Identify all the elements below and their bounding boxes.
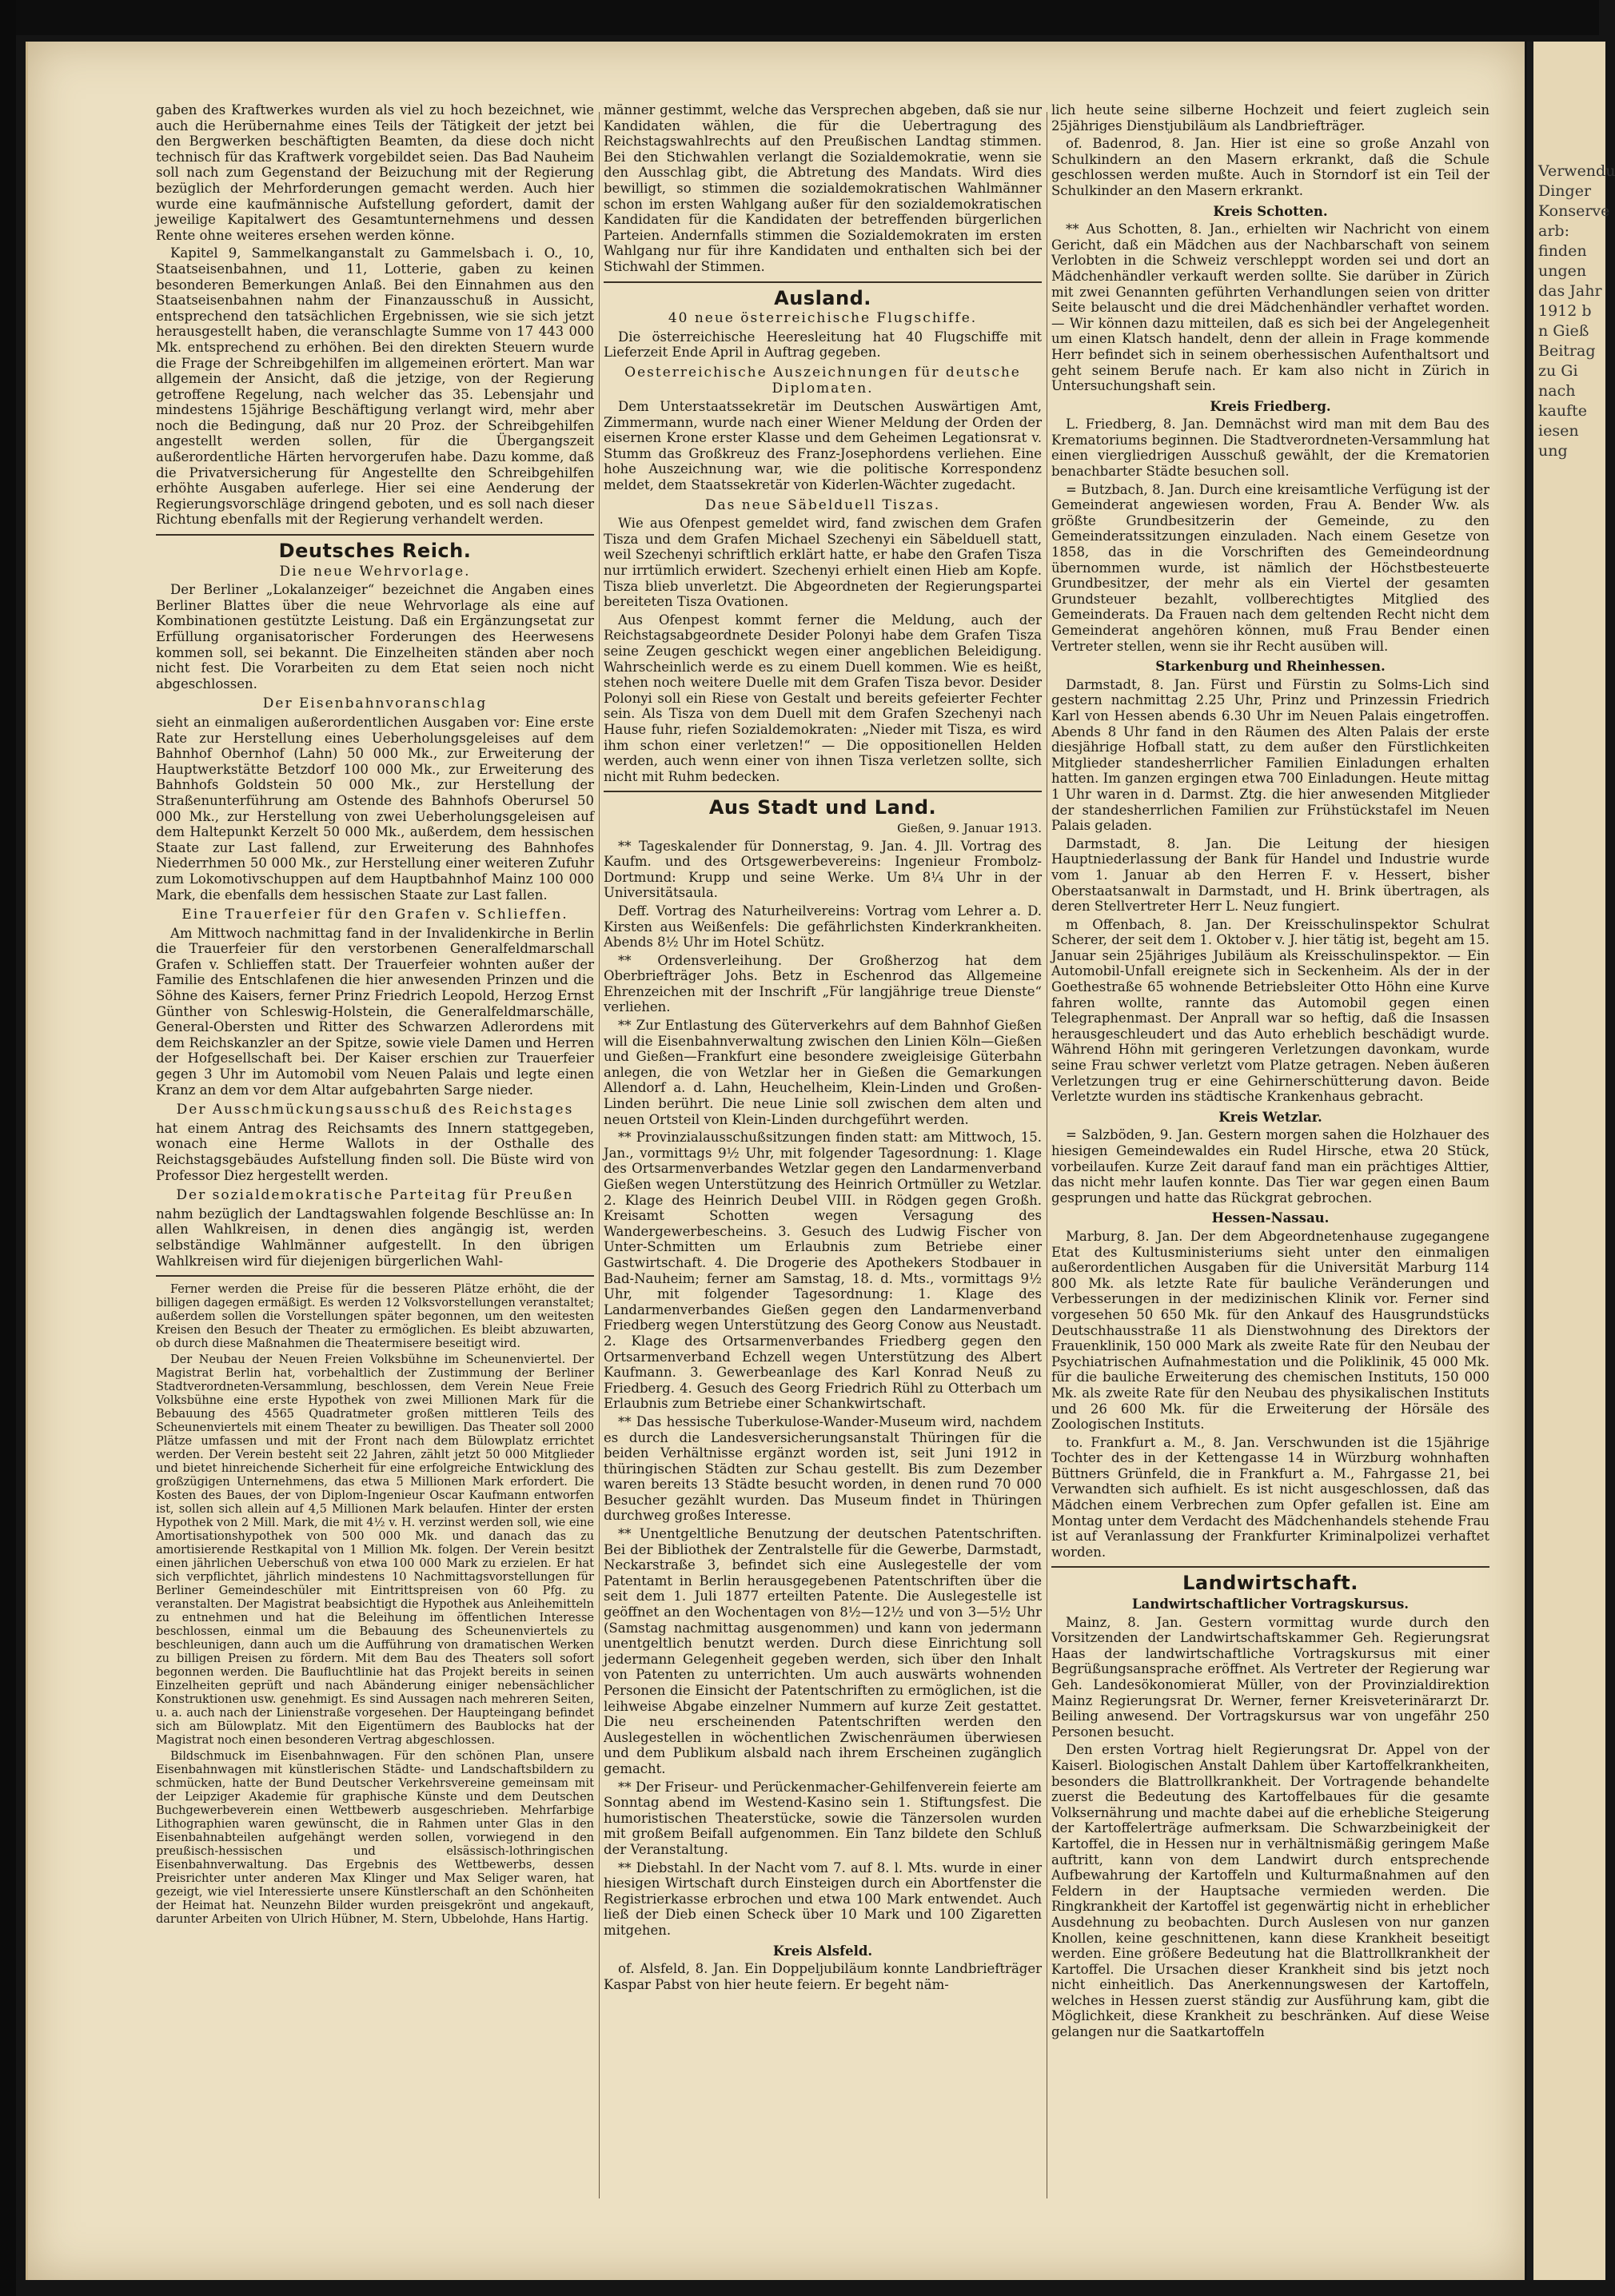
- fragment-line: finden: [1538, 242, 1587, 260]
- news-item: ** Aus Schotten, 8. Jan., erhielten wir Nachricht von einem Gericht, daß ein Mädchen aus der Nachbarschaft von seinem Verlobten in die Schweiz verschleppt worden sei und dort an Mädchenhändler verkauft werden sollte. Sie darüber in Zürich mit zwei Genannten geführten Verhandlungen seien von dritter Seite belauscht und die drei Mädchenhändler verhaftet worden. — Wir können dazu mitteilen, daß es sich bei der Angelegenheit um einen Klatsch handelt, denn der allein in Frage kommende Herr befindet sich in seinem oberhessischen Aufenthaltsort und geht seinem Berufe nach. Er kam also nicht in Zürich in Untersuchungshaft sein.: [1051, 221, 1489, 394]
- feuilleton-paragraph: Der Neubau der Neuen Freien Volksbühne im Scheunenviertel. Der Magistrat Berlin hat, vorbehaltlich der Zustimmung der Berliner Stadtverordneten-Versammlung, beschlossen, dem Verein Neue Freie Volksbühne eine erste Hypothek von zwei Millionen Mark für die Bebauung des 4565 Quadratmeter großen mittleren Teils des Scheunenviertels mit einem Theater zu bewilligen. Das Theater soll 2000 Plätze umfassen und mit der Front nach dem Bülowplatz errichtet werden. Der Verein besteht seit 22 Jahren, zählt jetzt 50 000 Mitglieder und bietet hinreichende Sicherheit für eine erfolgreiche Entwicklung des großzügigen Unternehmens, das etwa 5 Millionen Mark erfordert. Die Kosten des Baues, der von Diplom-Ingenieur Oscar Kaufmann entworfen ist, sollen sich allein auf 4,5 Millionen Mark belaufen. Hinter der ersten Hypothek von 2 Mill. Mark, die mit 4½ v. H. verzinst werden soll, wie eine Amortisationshypothek von 500 000 Mk. und danach das zu amortisierende Restkapital von 1 Million Mk. folgen. Der Verein besitzt einen jährlichen Ueberschuß von etwa 100 000 Mark zu erzielen. Er hat sich verpflichtet, jährlich mindestens 10 Nachmittagsvorstellungen für Berliner Gemeindeschüler mit Eintrittspreisen von 60 Pfg. zu veranstalten. Der Magistrat beabsichtigt die Hypothek aus Anleihemitteln zu entnehmen und hat die Beleihung im öffentlichen Interesse beschlossen, einmal um die Bebauung des Scheunenviertels zu beschleunigen, dann auch um die Aufführung von dramatischen Werken zu billigen Preisen zu fördern. Mit dem Bau des Theaters soll sofort begonnen werden. Die Baufluchtlinie hat das Projekt bereits in seinen Einzelheiten geprüft und nach Abänderung einiger nebensächlicher Konstruktionen usw. genehmigt. Es sind Aussagen nach mehreren Seiten, u. a. auch nach der Linienstraße vorgesehen. Der Haupteingang befindet sich am Bülowplatz. Mit den Eigentümern des Baublocks hat der Magistrat noch einen besonderen Vertrag abgeschlossen.: [156, 1353, 594, 1748]
- article-heading: Der Eisenbahnvoranschlag: [262, 696, 488, 712]
- news-item: Deff. Vortrag des Naturheilvereins: Vortrag vom Lehrer a. D. Kirsten aus Weißenfels: Die gefährlichsten Kinderkrankheiten. Abends 8½ Uhr im Hotel Schütz.: [604, 903, 1042, 951]
- news-item: lich heute seine silberne Hochzeit und feiert zugleich sein 25jähriges Dienstjubiläum als Landbriefträger.: [1051, 102, 1489, 134]
- news-item: ** Diebstahl. In der Nacht vom 7. auf 8. l. Mts. wurde in einer hiesigen Wirtschaft durch Einsteigen durch ein Abortfenster die Registrierkasse erbrochen und etwa 100 Mark entwendet. Auch ließ der Dieb einen Scheck über 10 Mark und 100 Zigaretten mitgehen.: [604, 1860, 1042, 1938]
- section-rule: [156, 534, 594, 536]
- article-heading: Die neue Wehrvorlage.: [279, 563, 471, 580]
- article-paragraph: Der Berliner „Lokalanzeiger“ bezeichnet die Angaben eines Berliner Blattes über die neue Wehrvorlage als eine auf Kombinationen gestützte Leistung. Daß ein Ergänzungsetat zur Erfüllung organisatorischer Forderungen des Heerwesens kommen soll, sei bekannt. Die Einzelheiten ständen aber noch nicht fest. Die Vorarbeiten zu dem Etat seien noch nicht abgeschlossen.: [156, 582, 594, 692]
- district-heading: Hessen-Nassau.: [1211, 1210, 1330, 1226]
- article-paragraph: Mainz, 8. Jan. Gestern vormittag wurde durch den Vorsitzenden der Landwirtschaftskammer Geh. Regierungsrat Haas der landwirtschaftliche Vortragskursus mit einer Begrüßungsansprache eröffnet. Als Vertreter der Regierung war Geh. Landesökonomierat Müller, von der Provinzialdirektion Mainz Regierungsrat Dr. Werner, ferner Kreisveterinärarzt Dr. Beiling anwesend. Der Vortragskursus war von ungefähr 250 Personen besucht.: [1051, 1614, 1489, 1740]
- column-2: [604, 102, 1042, 2205]
- article-paragraph: männer gestimmt, welche das Versprechen abgeben, daß sie nur Kandidaten wählen, die für die Uebertragung des Reichstagswahlrechts auf den Preußischen Landtag stimmen. Bei den Stichwahlen verlangt die Sozialdemokratie, wenn sie den Ausschlag gibt, die Abtretung des Mandats. Wird dies bewilligt, so stimmen die sozialdemokratischen Wahlmänner schon im ersten Wahlgang außer für den sozialdemokratischen Kandidaten für die Kandidaten der betreffenden bürgerlichen Parteien. Andernfalls stimmen die Sozialdemokraten im ersten Wahlgang nur für ihre Kandidaten und enthalten sich bei der Stichwahl der Stimmen.: [604, 102, 1042, 274]
- article-paragraph: Am Mittwoch nachmittag fand in der Invalidenkirche in Berlin die Trauerfeier für den verstorbenen Generalfeldmarschall Grafen v. Schlieffen statt. Der Trauerfeier wohnten außer der Familie des Entschlafenen die hier anwesenden Prinzen und die Söhne des Kaisers, ferner Prinz Friedrich Leopold, Herzog Ernst Günther von Schleswig-Holstein, die Generalfeldmarschälle, General-Obersten und Ritter des Schwarzen Adlerordens mit dem Reichskanzler an der Spitze, sowie viele Damen und Herren der Hofgesellschaft bei. Der Kaiser erschien zur Trauerfeier gegen 3 Uhr im Automobil vom Neuen Palais und legte einen Kranz an dem vor dem Altar aufgebahrten Sarge nieder.: [156, 925, 594, 1098]
- fragment-line: nach: [1538, 382, 1576, 400]
- news-item: ** Provinzialausschußsitzungen finden statt: am Mittwoch, 15. Jan., vormittags 9½ Uhr, mit folgender Tagesordnung: 1. Klage des Ortsarmenverbandes Wetzlar gegen den Landarmenverband Gießen wegen Unterstützung des Heinrich Ortmüller zu Wetzlar. 2. Klage des Heinrich Deubel VIII. in Rödgen gegen Großh. Kreisamt Schotten wegen Versagung des Wandergewerbescheins. 3. Gesuch des Ludwig Fischer von Unter-Schmitten um Erlaubnis zum Betriebe einer Gastwirtschaft. 4. Die Drogerie des Apothekers Stodbauer in Bad-Nauheim; ferner am Samstag, 18. d. Mts., vormittags 9½ Uhr, mit folgender Tagesordnung: 1. Klage des Landarmenverbandes Gießen gegen den Landarmenverband Friedberg wegen Unterstützung des Georg Conow aus Neustadt. 2. Klage des Ortsarmenverbandes Friedberg gegen den Ortsarmenverband Echzell wegen Unterstützung des Albert Kaufmann. 3. Gewerbeanlage des Karl Konrad Neuß zu Friedberg. 4. Gesuch des Georg Friedrich Rühl zu Otterbach um Erlaubnis zum Betriebe einer Schankwirtschaft.: [604, 1130, 1042, 1412]
- fragment-line: ung: [1538, 442, 1568, 460]
- section-rule: [1051, 1566, 1489, 1568]
- district-heading: Kreis Friedberg.: [1210, 398, 1331, 414]
- article-paragraph: Dem Unterstaatssekretär im Deutschen Auswärtigen Amt, Zimmermann, wurde nach einer Wiener Meldung der Orden der eisernen Krone erster Klasse und dem Geheimen Legationsrat v. Stumm das Großkreuz des Franz-Josephordens verliehen. Eine hohe Auszeichnung war, wie die politische Korrespondenz meldet, dem Staatssekretär von Kiderlen-Wächter zugedacht.: [604, 399, 1042, 493]
- news-item: of. Alsfeld, 8. Jan. Ein Doppeljubiläum konnte Landbriefträger Kaspar Pabst von hier heute feiern. Er begeht näm-: [604, 1961, 1042, 1992]
- fragment-line: zu Gi: [1538, 362, 1578, 380]
- column-1: [156, 102, 594, 2205]
- article-heading: Eine Trauerfeier für den Grafen v. Schlieffen.: [181, 907, 568, 923]
- news-item: = Butzbach, 8. Jan. Durch eine kreisamtliche Verfügung ist der Gemeinderat angewiesen worden, Frau A. Bender Ww. als größte Grundbesitzerin der Gemeinde, zu den Gemeinderatssitzungen einzuladen. Nach einem Gesetze von 1858, das in die Vorschriften des Gemeindeordnung übernommen wurde, ist nämlich der Höchstbesteuerte Grundbesitzer, der mehr als ein Viertel der gesamten Grundsteuer bezahlt, vollberechtigtes Mitglied des Gemeinderats. Da Frauen nach dem geltenden Recht nicht dem Gemeinderat angehören können, muß Frau Bender einen Vertreter stellen, wenn sie ihr Recht ausüben will.: [1051, 481, 1489, 654]
- fragment-line: Beitrag: [1538, 342, 1596, 360]
- district-heading: Kreis Schotten.: [1213, 203, 1328, 219]
- article-paragraph: Kapitel 9, Sammelkanganstalt zu Gammelsbach i. O., 10, Staatseisenbahnen, und 11, Lotterie, gaben zu keinen besonderen Bemerkungen Anlaß. Bei den Einnahmen aus den Staatseisenbahnen nahm der Finanzausschuß in Aussicht, entsprechend den tatsächlichen Ergebnissen, wie sie sich jetzt herausgestellt haben, die veranschlagte Summe von 17 443 000 Mk. entsprechend zu erhöhen. Bei den direkten Steuern wurde die Frage der Schreibgehilfen im allgemeinen erörtert. Man war allgemein der Ansicht, daß die jetzige, von der Regierung getroffene Regelung, nach welcher das 35. Lebensjahr und mindestens 15jährige Beschäftigung verlangt wird, mehr aber noch die Bedingung, daß nur 20 Proz. der Schreibgehilfen angestellt werden sollen, für die Übergangszeit außerordentliche Härten hervorgerufen habe. Dazu komme, daß die Privatversicherung für Angestellte den Schreibgehilfen erhöhte Ausgaben auferlege. Hier sei eine Aenderung der Regierungsvorschläge dringend geboten, und es soll nach dieser Richtung ebenfalls mit der Regierung verhandelt werden.: [156, 245, 594, 528]
- news-item: ** Der Friseur- und Perückenmacher-Gehilfenverein feierte am Sonntag abend im Westend-Kasino sein 1. Stiftungsfest. Die humoristischen Theaterstücke, sowie die Tänzersolen wurden mit großem Beifall aufgenommen. Ein Tanz bildete den Schluß der Veranstaltung.: [604, 1779, 1042, 1857]
- article-heading: 40 neue österreichische Flugschiffe.: [668, 310, 978, 327]
- fragment-line: iesen: [1538, 422, 1579, 440]
- feuilleton-paragraph: Ferner werden die Preise für die besseren Plätze erhöht, die der billigen dagegen ermäßigt. Es werden 12 Volksvorstellungen veranstaltet; außerdem sollen die Vorstellungen später begonnen, um den weitesten Kreisen den Besuch der Theater zu ermöglichen. Es bleibt abzuwarten, ob durch diese Maßnahmen die Theatermisere beseitigt wird.: [156, 1283, 594, 1351]
- article-heading: Der sozialdemokratische Parteitag für Preußen: [176, 1187, 574, 1204]
- fragment-line: ungen: [1538, 262, 1587, 280]
- section-rule: [604, 791, 1042, 792]
- news-item: ** Das hessische Tuberkulose-Wander-Museum wird, nachdem es durch die Landesversicherungsanstalt Thüringen für die beiden Verhältnisse ergänzt worden ist, seit Juni 1912 in thüringischen Städten zur Schau gestellt. Bis zum Dezember waren bereits 13 Städte besucht worden, in denen rund 70 000 Besucher gezählt wurden. Das Museum findet in Thüringen durchweg großes Interesse.: [604, 1413, 1042, 1524]
- news-item: ** Unentgeltliche Benutzung der deutschen Patentschriften. Bei der Bibliothek der Zentralstelle für die Gewerbe, Darmstadt, Neckarstraße 3, befindet sich eine Auslegestelle der vom Patentamt in Berlin herausgegebenen Patentschriften über die seit dem 1. Juli 1877 erteilten Patente. Die Auslegestelle ist geöffnet an den Wochentagen von 8½—12½ und von 3—5½ Uhr (Samstag nachmittag ausgenommen) und kann von jedermann unentgeltlich benutzt werden. Durch diese Einrichtung soll jedermann Gelegenheit gegeben werden, sich über den Inhalt von Patenten zu unterrichten. Um auch auswärts wohnenden Personen die Einsicht der Patentschriften zu ermöglichen, ist die leihweise Abgabe einzelner Nummern auf kurze Zeit gestattet. Die neu erscheinenden Patentschriften werden den Auslegestellen in wöchentlichen Zwischenräumen überwiesen und dem Publikum alsbald nach ihrem Erscheinen zugänglich gemacht.: [604, 1526, 1042, 1776]
- article-paragraph: Aus Ofenpest kommt ferner die Meldung, auch der Reichstagsabgeordnete Desider Polonyi habe dem Grafen Tisza seine Zeugen geschickt wegen einer angeblichen Beleidigung. Wahrscheinlich werde es zu einem Duell kommen. Wie es heißt, stehen noch weitere Duelle mit dem Grafen Tisza bevor. Desider Polonyi soll ein Riese von Gestalt und bereits gefeierter Fechter sein. Als Tisza von dem Duell mit dem Grafen Szechenyi nach Hause fuhr, riefen Sozialdemokraten: „Nieder mit Tisza, es wird ihm schon einer verletzen!“ — Die oppositionellen Helden werden, auch wenn einer von ihnen Tisza verletzen sollte, sich nicht mit Ruhm bedecken.: [604, 612, 1042, 784]
- news-item: ** Tageskalender für Donnerstag, 9. Jan. 4. Jll. Vortrag des Kaufm. und des Ortsgewerbevereins: Ingenieur Frombolz-Dortmund: Krupp und seine Werke. Um 8¼ Uhr in der Universitätsaula.: [604, 838, 1042, 901]
- article-heading: Landwirtschaftlicher Vortragskursus.: [1131, 1596, 1410, 1612]
- fragment-line: Konserve: [1538, 202, 1610, 220]
- article-heading: Oesterreichische Auszeichnungen für deutsche Diplomaten.: [624, 364, 1021, 397]
- news-item: = Salzböden, 9. Jan. Gestern morgen sahen die Holzhauer des hiesigen Gemeindewaldes ein Rudel Hirsche, etwa 20 Stück, vorbeilaufen. Kurze Zeit darauf fand man ein prächtiges Alttier, das nicht mehr laufen konnte. Das Tier war gegen einen Baum gesprungen und hatte das Rückgrat gebrochen.: [1051, 1127, 1489, 1206]
- fragment-line: Verwendu: [1538, 162, 1615, 180]
- district-heading: Starkenburg und Rheinhessen.: [1155, 659, 1386, 675]
- fragment-line: arb:: [1538, 222, 1569, 240]
- fragment-line: kaufte: [1538, 402, 1587, 420]
- section-heading-landwirtschaft: Landwirtschaft.: [1182, 1572, 1358, 1595]
- fragment-line: n Gieß: [1538, 322, 1589, 340]
- adjacent-page-fragment: [1527, 42, 1615, 2280]
- news-item: Darmstadt, 8. Jan. Die Leitung der hiesigen Hauptniederlassung der Bank für Handel und Industrie wurde vom 1. Januar ab den Herren F. v. Hessert, bisher Oberstaatsanwalt in Darmstadt, und H. Brink übertragen, als deren Stellvertreter Herr L. Neuz fungiert.: [1051, 835, 1489, 915]
- feuilleton-rule: [156, 1275, 594, 1277]
- article-paragraph: Den ersten Vortrag hielt Regierungsrat Dr. Appel von der Kaiserl. Biologischen Anstalt Dahlem über Kartoffelkrankheiten, besonders die Blattrollkrankheit. Der Vortragende behandelte zuerst die Bedeutung des Kartoffelbaues für die gesamte Volksernährung und machte dabei auf die erhebliche Steigerung der Kartoffelerträge aufmerksam. Die Schwarzbeinigkeit der Kartoffel, die in Hessen nur in verhältnismäßig geringem Maße auftritt, kann von dem Landwirt durch entsprechende Aufbewahrung der Kartoffeln und Kulturmaßnahmen auf den Feldern in der Hauptsache vermieden werden. Die Ringkrankheit der Kartoffel ist gegenwärtig nicht in erheblicher Ausdehnung zu beobachten. Durch Auslesen von nur ganzen Knollen, keine geschnittenen, kann diese Krankheit beseitigt werden. Eine größere Bedeutung hat die Blattrollkrankheit der Kartoffel. Die Ursachen dieser Krankheit sind bis jetzt noch nicht einheitlich. Das Anerkennungswesen der Kartoffeln, welches in Hessen zuerst ständig zur Ausführung kam, gibt die Möglichkeit, diese Krankheit zu beschränken. Auf diese Weise gelangen nur die Saatkartoffeln: [1051, 1742, 1489, 2040]
- scan-border-left: [0, 0, 16, 2296]
- news-item: ** Zur Entlastung des Güterverkehrs auf dem Bahnhof Gießen will die Eisenbahnverwaltung zwischen den Linien Köln—Gießen und Gießen—Frankfurt eine besondere zweigleisige Güterbahn anlegen, die von Wetzlar her in Gießen die Gemarkungen Allendorf a. d. Lahn, Heuchelheim, Klein-Linden und Großen-Linden berührt. Die neue Linie soll zwischen dem alten und neuen Ortsteil von Klein-Linden durchgeführt werden.: [604, 1018, 1042, 1127]
- article-heading: Der Ausschmückungsausschuß des Reichstages: [176, 1102, 574, 1118]
- fragment-line: 1912 b: [1538, 302, 1592, 320]
- news-item: L. Friedberg, 8. Jan. Demnächst wird man mit dem Bau des Krematoriums beginnen. Die Stadtverordneten-Versammlung hat einen viergliedrigen Ausschuß gewählt, der die Krematorien benachbarter Städte besuchen soll.: [1051, 417, 1489, 480]
- column-3: [1051, 102, 1489, 2205]
- fragment-line: Dinger: [1538, 182, 1592, 200]
- article-paragraph: nahm bezüglich der Landtagswahlen folgende Beschlüsse an: In allen Wahlkreisen, in denen dies angängig ist, werden selbständige Wahlmänner aufgestellt. In den übrigen Wahlkreisen wird für diejenigen bürgerlichen Wahl-: [156, 1206, 594, 1269]
- section-heading-aus-stadt-und-land: Aus Stadt und Land.: [708, 796, 937, 819]
- article-paragraph: Wie aus Ofenpest gemeldet wird, fand zwischen dem Grafen Tisza und dem Grafen Michael Szechenyi ein Säbelduell statt, weil Szechenyi schriftlich erklärt hatte, er habe den Grafen Tisza nur irrtümlich erwidert. Szechenyi erhielt einen Hieb am Kopfe. Tisza blieb unverletzt. Die Abgeordneten der Regierungspartei bereiteten Tisza Ovationen.: [604, 516, 1042, 610]
- fragment-line: das Jahr: [1538, 282, 1602, 300]
- news-item: m Offenbach, 8. Jan. Der Kreisschulinspektor Schulrat Scherer, der seit dem 1. Oktober v. J. hier tätig ist, begeht am 15. Januar sein 25jähriges Jubiläum als Kreisschulinspektor. — Ein Automobil-Unfall ereignete sich in Seckenheim. Als der in der Goethestraße 65 wohnende Betriebsleiter Otto Höhn eine Kurve fahren wollte, rannte das Automobil gegen einen Telegraphenmast. Der Anprall war so heftig, daß die Insassen herausgeschleudert und das Auto erheblich beschädigt wurde. Während Höhn mit geringeren Verletzungen davonkam, wurde seine Frau schwer verletzt vom Platze getragen. Neben äußeren Verletzungen trug er eine Gehirnerschütterung davon. Beide Verletzte wurden ins städtische Krankenhaus gebracht.: [1051, 916, 1489, 1105]
- section-heading-ausland: Ausland.: [774, 286, 871, 309]
- news-item: ** Ordensverleihung. Der Großherzog hat dem Oberbriefträger Johs. Betz in Eschenrod das Allgemeine Ehrenzeichen mit der Inschrift „Für langjährige treue Dienste“ verliehen.: [604, 952, 1042, 1015]
- feuilleton-paragraph: Bildschmuck im Eisenbahnwagen. Für den schönen Plan, unsere Eisenbahnwagen mit künstlerischen Städte- und Landschaftsbildern zu schmücken, hatte der Bund Deutscher Verkehrsvereine gemeinsam mit der Leipziger Akademie für graphische Künste und dem Deutschen Buchgewerbeverein einen Wettbewerb ausgeschrieben. Mehrfarbige Lithographien waren gewünscht, die in Rahmen unter Glas in den Eisenbahnabteilen aufgehängt werden sollen, vorwiegend in den preußisch-hessischen und elsässisch-lothringischen Eisenbahnverwaltung. Das Ergebnis des Wettbewerbs, dessen Preisrichter unter anderen Max Klinger und Max Seliger waren, hat gezeigt, wie viel Interessierte unsere Künstlerschaft an den Schönheiten der Heimat hat. Neunzehn Bilder wurden preisgekrönt und angekauft, darunter Arbeiten von Ulrich Hübner, M. Stern, Ubbelohde, Hans Hartig.: [156, 1750, 594, 1927]
- scan-border-top: [0, 0, 1599, 35]
- article-paragraph: hat einem Antrag des Reichsamts des Innern stattgegeben, wonach eine Herme Wallots in der Osthalle des Reichstagsgebäudes Aufstellung finden soll. Die Büste wird von Professor Diez hergestellt werden.: [156, 1120, 594, 1183]
- news-item: to. Frankfurt a. M., 8. Jan. Verschwunden ist die 15jährige Tochter des in der Kettengasse 14 in Würzburg wohnhaften Büttners Grünfeld, die in Frankfurt a. M., Fahrgasse 21, bei Verwandten sich aufhielt. Es ist nicht ausgeschlossen, daß das Mädchen einem Verbrechen zum Opfer gefallen ist. Eine am Montag unter dem Verdacht des Mädchenhandels stehende Frau ist auf Veranlassung der Frankfurter Kriminalpolizei verhaftet worden.: [1051, 1434, 1489, 1560]
- section-rule: [604, 281, 1042, 283]
- section-heading-deutsches-reich: Deutsches Reich.: [278, 540, 472, 563]
- district-heading: Kreis Wetzlar.: [1218, 1109, 1322, 1125]
- article-heading: Das neue Säbelduell Tiszas.: [704, 496, 941, 513]
- article-paragraph: Die österreichische Heeresleitung hat 40 Flugschiffe mit Lieferzeit Ende April in Auftrag gegeben.: [604, 329, 1042, 361]
- article-intro: gaben des Kraftwerkes wurden als viel zu hoch bezeichnet, wie auch die Herübernahme eines Teils der Tätigkeit der jetzt bei den Bergwerken beschäftigten Beamten, da diese doch nicht technisch für das Kraftwerk vorgebildet seien. Das Bad Nauheim soll nach zum Gegenstand der Beizuchung mit der Regierung bezüglich der Mehrforderungen gemacht werden. Auch hier wurde eine kaufmännische Aufstellung gefordert, damit der jeweilige Kapitalwert des Gesamtunternehmens und dessen Rente ohne weiteres ersehen werden könne.: [156, 102, 594, 243]
- dateline: Gießen, 9. Januar 1913.: [897, 820, 1042, 835]
- news-item: Marburg, 8. Jan. Der dem Abgeordnetenhause zugegangene Etat des Kultusministeriums sieht unter den einmaligen außerordentlichen Ausgaben für die Universität Marburg 114 800 Mk. als letzte Rate für bauliche Veränderungen und Verbesserungen in der medizinischen Klinik vor. Ferner sind vorgesehen 50 650 Mk. für den Ankauf des Hausgrundstücks Deutschhausstraße 11 als Dienstwohnung des Direktors der Frauenklinik, 150 000 Mark als zweite Rate für den Neubau der Psychiatrischen Aufnahmestation und die Poliklinik, 45 000 Mk. für die bauliche Erweiterung des chemischen Instituts, 150 000 Mk. als zweite Rate für den Neubau des physikalischen Instituts und 26 600 Mk. für die Erweiterung der Hörsäle des Zoologischen Instituts.: [1051, 1228, 1489, 1433]
- news-item: of. Badenrod, 8. Jan. Hier ist eine so große Anzahl von Schulkindern an den Masern erkrankt, daß die Schule geschlossen werden mußte. Auch in Storndorf ist ein Teil der Schulkinder an den Masern erkrankt.: [1051, 136, 1489, 198]
- news-item: Darmstadt, 8. Jan. Fürst und Fürstin zu Solms-Lich sind gestern nachmittag 2.25 Uhr, Prinz und Prinzessin Friedrich Karl von Hessen abends 6.30 Uhr im Neuen Palais eingetroffen. Abends 8 Uhr fand in den Räumen des Alten Palais der erste diesjährige Hofball statt, zu dem außer den Fürstlichkeiten Mitglieder standesherrlicher Familien Einladungen erhalten hatten. Im ganzen ergingen etwa 700 Einladungen. Heute mittag 1 Uhr waren in d. Darmst. Ztg. die hier anwesenden Mitglieder der standesherrlichen Familien zur Frühstückstafel im Neuen Palais geladen.: [1051, 676, 1489, 834]
- district-heading: Kreis Alsfeld.: [772, 1943, 873, 1959]
- article-paragraph: sieht an einmaligen außerordentlichen Ausgaben vor: Eine erste Rate zur Herstellung eines Ueberholungsgeleises auf dem Bahnhof Obernhof (Lahn) 50 000 Mk., zur Erweiterung der Hauptwerkstätte Betzdorf 100 000 Mk., zur Erweiterung des Bahnhofs Goldstein 50 000 Mk., zur Herstellung der Straßenunterführung am Ostende des Bahnhofs Oberursel 50 000 Mk., zur Herstellung von zwei Ueberholungsgeleisen auf dem Haltepunkt Kerzelt 50 000 Mk., außerdem, dem hessischen Staate zur Last fallend, zur Erweiterung des Bahnhofes Niederrhmen 50 000 Mk., zur Herstellung einer weiteren Zufuhr zum Lokomotivschuppen auf dem Hauptbahnhof Mainz 100 000 Mark, die ebenfalls dem hessischen Staate zur Last fallen.: [156, 714, 594, 903]
- column-rule: [599, 112, 600, 2198]
